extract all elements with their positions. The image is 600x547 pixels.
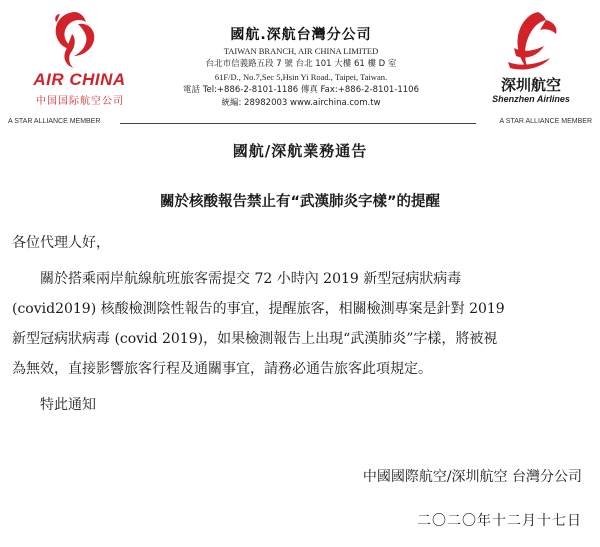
letterhead-center [138, 24, 464, 109]
air-china-logo [12, 8, 132, 118]
shenzhen-bird-icon [498, 8, 562, 74]
english-name: TAIWAN BRANCH, AIR CHINA LIMITED [223, 46, 379, 56]
phoenix-icon [48, 8, 100, 70]
body-line: 為無效，直接影響旅客行程及通關事宜，請務必通告旅客此項規定。 [12, 361, 432, 377]
shenzhen-english-name: Shenzhen Airlines [492, 94, 570, 104]
address-chinese: 台北市信義路五段 7 號 台北 101 大樓 61 樓 D 室 [205, 59, 397, 69]
salutation: 各位代理人好， [12, 235, 110, 251]
divider [120, 123, 476, 124]
notice-subject: 關於核酸報告禁止有“武漢肺炎字樣”的提醒 [159, 194, 441, 210]
letterhead [0, 0, 600, 132]
notice-date: 二〇二〇年十二月十七日 [417, 513, 582, 529]
signature: 中國國際航空/深圳航空 台灣分公司 [362, 469, 582, 485]
notice-body [12, 264, 590, 384]
air-china-wordmark: AIR CHINA [33, 70, 126, 89]
star-alliance-label-left: A STAR ALLIANCE MEMBER [8, 118, 101, 125]
body-line: 新型冠病狀病毒 (covid 2019)，如果檢測報告上出現“武漢肺炎”字樣，將被視 [12, 331, 498, 347]
notice-heading: 國航/深航業務通告 [232, 142, 368, 160]
air-china-chinese-name: 中国国际航空公司 [36, 96, 124, 107]
star-alliance-bar [8, 118, 592, 130]
closing-remark: 特此通知 [40, 397, 96, 413]
tax-id-website: 統編: 28982003 www.airchina.com.tw [221, 98, 381, 108]
body-line: (covid2019) 核酸檢測陰性報告的事宜，提醒旅客，相關檢測專案是針對 2019 [12, 301, 505, 317]
branch-title: 國航.深航台灣分公司 [230, 27, 372, 43]
shenzhen-airlines-logo [468, 8, 592, 118]
body-line: 關於搭乘兩岸航線航班旅客需提交 72 小時內 2019 新型冠病狀病毒 [40, 271, 462, 287]
phone-fax: 電話 Tel:+886-2-8101-1186 傳真 Fax:+886-2-8101-1106 [183, 85, 419, 95]
address-english: 61F/D., No.7,Sec 5,Hsin Yi Road., Taipei, Taiwan. [214, 72, 388, 82]
shenzhen-chinese-name: 深圳航空 [500, 76, 561, 94]
star-alliance-label-right: A STAR ALLIANCE MEMBER [499, 118, 592, 125]
